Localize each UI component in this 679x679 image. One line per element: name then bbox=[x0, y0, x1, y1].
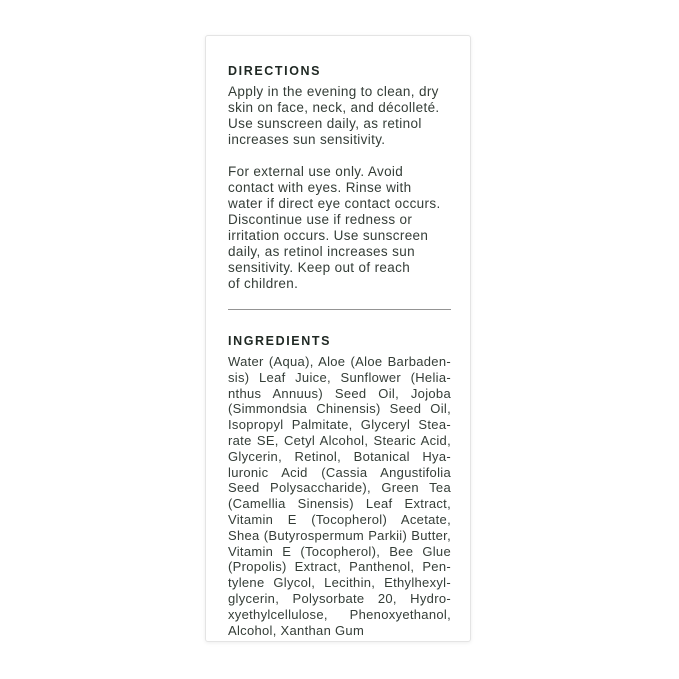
text-line: Shea (Butyrospermum Parkii) Butter, bbox=[228, 527, 451, 543]
text-line: sis) Leaf Juice, Sunflower (Helia- bbox=[228, 369, 451, 385]
text-line: Discontinue use if redness or bbox=[228, 212, 413, 227]
text-line: sensitivity. Keep out of reach bbox=[228, 260, 411, 275]
text-line: Seed Polysaccharide), Green Tea bbox=[228, 480, 451, 496]
text-line: Use sunscreen daily, as retinol bbox=[228, 116, 422, 131]
ingredients-text bbox=[228, 354, 451, 638]
text-line: skin on face, neck, and décolleté. bbox=[228, 100, 440, 115]
text-line: (Camellia Sinensis) Leaf Extract, bbox=[228, 496, 451, 512]
ingredients-heading: INGREDIENTS bbox=[228, 334, 332, 348]
text-line: Vitamin E (Tocopherol) Acetate, bbox=[228, 511, 451, 527]
text-line: Vitamin E (Tocopherol), Bee Glue bbox=[228, 543, 451, 559]
text-line: luronic Acid (Cassia Angustifolia bbox=[228, 464, 451, 480]
directions-paragraph-2 bbox=[228, 164, 451, 292]
text-line: rate SE, Cetyl Alcohol, Stearic Acid, bbox=[228, 432, 451, 448]
text-line: Isopropyl Palmitate, Glyceryl Stea- bbox=[228, 417, 451, 433]
text-line: daily, as retinol increases sun bbox=[228, 244, 415, 259]
directions-heading: DIRECTIONS bbox=[228, 64, 322, 78]
text-line: irritation occurs. Use sunscreen bbox=[228, 228, 429, 243]
text-line: Alcohol, Xanthan Gum bbox=[228, 622, 365, 638]
text-line: Water (Aqua), Aloe (Aloe Barbaden- bbox=[228, 354, 451, 369]
product-label-card bbox=[205, 35, 471, 642]
text-line: (Propolis) Extract, Panthenol, Pen- bbox=[228, 559, 451, 575]
text-line: tylene Glycol, Lecithin, Ethylhexyl- bbox=[228, 575, 451, 591]
text-line: glycerin, Polysorbate 20, Hydro- bbox=[228, 590, 451, 606]
section-divider bbox=[228, 309, 451, 310]
text-line: increases sun sensitivity. bbox=[228, 132, 386, 147]
directions-paragraph-1 bbox=[228, 84, 451, 148]
text-line: xyethylcellulose, Phenoxyethanol, bbox=[228, 606, 451, 622]
text-line: of children. bbox=[228, 276, 299, 291]
text-line: water if direct eye contact occurs. bbox=[228, 196, 441, 211]
text-line: For external use only. Avoid bbox=[228, 164, 404, 179]
text-line: (Simmondsia Chinensis) Seed Oil, bbox=[228, 401, 451, 417]
text-line: contact with eyes. Rinse with bbox=[228, 180, 412, 195]
text-line: Glycerin, Retinol, Botanical Hya- bbox=[228, 448, 451, 464]
text-line: Apply in the evening to clean, dry bbox=[228, 84, 439, 99]
text-line: nthus Annuus) Seed Oil, Jojoba bbox=[228, 385, 451, 401]
